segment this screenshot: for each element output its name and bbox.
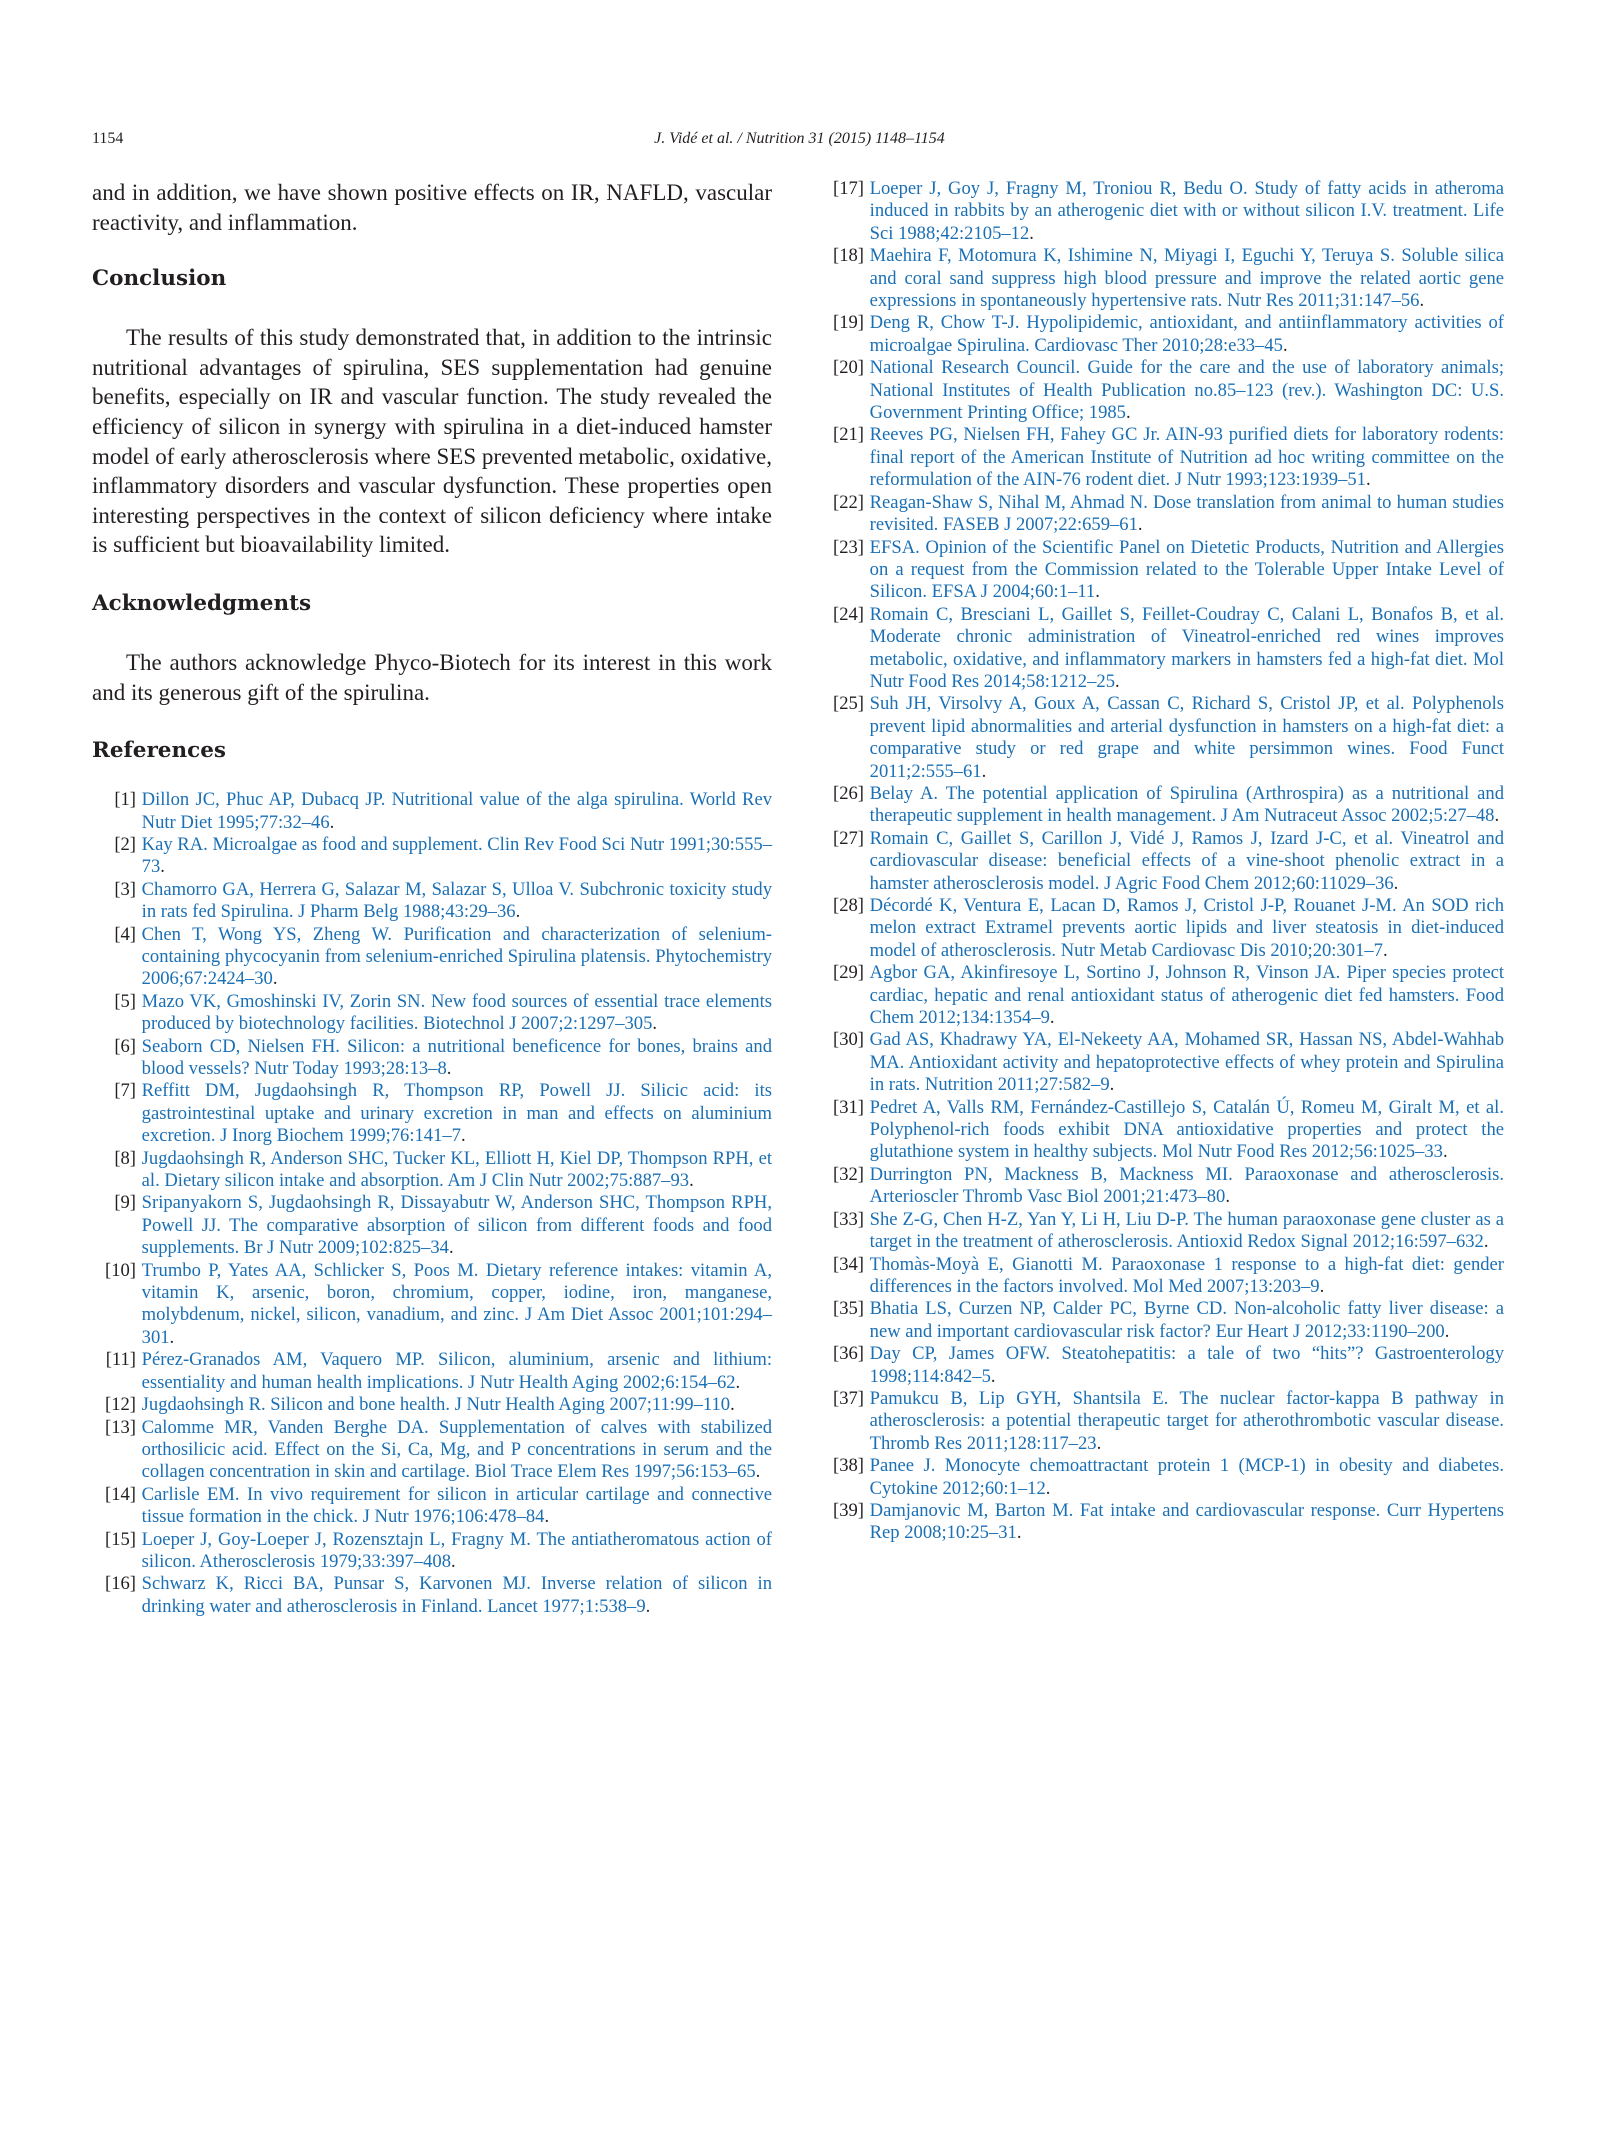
reference-item: [92, 1036, 772, 1081]
reference-number: [18]: [833, 245, 864, 267]
references-heading: References: [92, 738, 226, 764]
reference-link[interactable]: Loeper J, Goy-Loeper J, Rozensztajn L, Fragny M. The antiatheromatous action of silicon. Atherosclerosis 1979;33:397–408 .: [141, 1529, 772, 1574]
reference-link[interactable]: Romain C, Gaillet S, Carillon J, Vidé J, Ramos J, Izard J-C, et al. Vineatrol and cardiovascular disease: beneficial effects of a vine-shoot phenolic extract in a hamster atherosclerosis model. J Agric Food Chem 2012;60:11029–36 .: [869, 828, 1504, 895]
reference-number: [10]: [105, 1259, 136, 1281]
reference-number: [14]: [105, 1483, 136, 1505]
reference-item: [820, 895, 1504, 962]
reference-link[interactable]: Deng R, Chow T-J. Hypolipidemic, antioxidant, and antiinflammatory activities of microalgae Spirulina. Cardiovasc Ther 2010;28:e33–45 .: [869, 312, 1504, 357]
reference-link[interactable]: Damjanovic M, Barton M. Fat intake and cardiovascular response. Curr Hypertens Rep 2008;10:25–31 .: [869, 1500, 1504, 1545]
reference-number: [3]: [114, 878, 136, 900]
reference-link[interactable]: Jugdaohsingh R, Anderson SHC, Tucker KL, Elliott H, Kiel DP, Thompson RPH, et al. Dietary silicon intake and absorption. Am J Clin Nutr 2002;75:887–93 .: [141, 1148, 772, 1193]
reference-item: [92, 1417, 772, 1484]
reference-link[interactable]: Reeves PG, Nielsen FH, Fahey GC Jr. AIN-93 purified diets for laboratory rodents: final report of the American Institute of Nutrition ad hoc writing committee on the reformulation of the AIN-76 rodent diet. J Nutr 1993;123:1939–51 .: [869, 424, 1504, 491]
reference-item: [820, 1209, 1504, 1254]
reference-number: [19]: [833, 312, 864, 334]
reference-number: [28]: [833, 895, 864, 916]
reference-item: [92, 924, 772, 991]
reference-number: [39]: [833, 1499, 864, 1521]
reference-number: [31]: [833, 1096, 864, 1118]
reference-link[interactable]: Schwarz K, Ricci BA, Punsar S, Karvonen MJ. Inverse relation of silicon in drinking water and atherosclerosis in Finland. Lancet 1977;1:538–9 .: [141, 1573, 772, 1618]
reference-number: [9]: [114, 1192, 136, 1214]
reference-number: [30]: [833, 1029, 864, 1051]
reference-item: [820, 828, 1504, 895]
reference-number: [35]: [833, 1298, 864, 1320]
reference-item: [92, 991, 772, 1036]
reference-number: [24]: [833, 603, 864, 625]
reference-link[interactable]: Seaborn CD, Nielsen FH. Silicon: a nutritional beneficence for bones, brains and blood vessels? Nutr Today 1993;28:13–8 .: [141, 1036, 772, 1081]
reference-link[interactable]: Trumbo P, Yates AA, Schlicker S, Poos M. Dietary reference intakes: vitamin A, vitamin K, arsenic, boron, chromium, copper, iodine, iron, manganese, molybdenum, nickel, silicon, vanadium, and zinc. J Am Diet Assoc 2001;101:294–301 .: [141, 1260, 772, 1350]
reference-link[interactable]: Kay RA. Microalgae as food and supplement. Clin Rev Food Sci Nutr 1991;30:555–73 .: [141, 834, 772, 879]
page-number: 1154: [92, 130, 124, 147]
reference-item: [92, 1148, 772, 1193]
reference-link[interactable]: Romain C, Bresciani L, Gaillet S, Feillet-Coudray C, Calani L, Bonafos B, et al. Moderate chronic administration of Vineatrol-enriched red wines improves metabolic, oxidative, and inflammatory markers in hamsters fed a high-fat diet. Mol Nutr Food Res 2014;58:1212–25 .: [869, 604, 1504, 694]
reference-link[interactable]: Décordé K, Ventura E, Lacan D, Ramos J, Cristol J-P, Rouanet J-M. An SOD rich melon extract Extramel prevents aortic lipids and liver steatosis in diet-induced model of atherosclerosis. Nutr Metab Cardiovasc Dis 2010;20:301–7 .: [869, 895, 1504, 962]
reference-link[interactable]: EFSA. Opinion of the Scientific Panel on Dietetic Products, Nutrition and Allergies on a request from the Commission related to the Tolerable Upper Intake Level of Silicon. EFSA J 2004;60:1–11 .: [869, 537, 1504, 604]
reference-item: [820, 537, 1504, 604]
reference-number: [7]: [114, 1080, 136, 1102]
reference-number: [4]: [114, 923, 136, 945]
reference-item: [92, 879, 772, 924]
reference-list-left: [92, 789, 772, 1618]
reference-item: [820, 178, 1504, 245]
reference-number: [1]: [114, 789, 136, 811]
reference-link[interactable]: Belay A. The potential application of Spirulina (Arthrospira) as a nutritional and therapeutic supplement in health management. J Am Nutraceut Assoc 2002;5:27–48 .: [869, 783, 1504, 828]
reference-link[interactable]: Reffitt DM, Jugdaohsingh R, Thompson RP, Powell JJ. Silicic acid: its gastrointestinal uptake and urinary excretion in man and effects on aluminium excretion. J Inorg Biochem 1999;76:141–7 .: [141, 1080, 772, 1147]
reference-number: [38]: [833, 1455, 864, 1477]
reference-link[interactable]: Chen T, Wong YS, Zheng W. Purification and characterization of selenium-containing phycocyanin from selenium-enriched Spirulina platensis. Phytochemistry 2006;67:2424–30 .: [141, 924, 772, 991]
reference-link[interactable]: Suh JH, Virsolvy A, Goux A, Cassan C, Richard S, Cristol JP, et al. Polyphenols prevent lipid abnormalities and arterial dysfunction in hamsters on a high-fat diet: a comparative study or red grape and white persimmon wines. Food Funct 2011;2:555–61 .: [869, 693, 1504, 783]
reference-link[interactable]: Calomme MR, Vanden Berghe DA. Supplementation of calves with stabilized orthosilicic acid. Effect on the Si, Ca, Mg, and P concentrations in serum and the collagen concentration in skin and cartilage. Biol Trace Elem Res 1997;56:153–65 .: [141, 1417, 772, 1484]
reference-number: [36]: [833, 1343, 864, 1365]
reference-number: [21]: [833, 424, 864, 446]
reference-number: [13]: [105, 1416, 136, 1438]
reference-item: [820, 962, 1504, 1029]
reference-link[interactable]: Gad AS, Khadrawy YA, El-Nekeety AA, Mohamed SR, Hassan NS, Abdel-Wahhab MA. Antioxidant activity and hepatoprotective effects of whey protein and Spirulina in rats. Nutrition 2011;27:582–9 .: [869, 1029, 1504, 1096]
reference-link[interactable]: Jugdaohsingh R. Silicon and bone health. J Nutr Health Aging 2007;11:99–110 .: [141, 1394, 772, 1416]
reference-item: [820, 1029, 1504, 1096]
reference-item: [92, 1573, 772, 1618]
reference-item: [820, 424, 1504, 491]
reference-item: [820, 1388, 1504, 1455]
reference-item: [92, 1529, 772, 1574]
running-header: [92, 130, 1507, 154]
reference-item: [820, 312, 1504, 357]
reference-link[interactable]: Reagan-Shaw S, Nihal M, Ahmad N. Dose translation from animal to human studies revisited. FASEB J 2007;22:659–61 .: [869, 492, 1504, 537]
reference-number: [2]: [114, 833, 136, 855]
reference-item: [820, 604, 1504, 694]
reference-link[interactable]: She Z-G, Chen H-Z, Yan Y, Li H, Liu D-P. The human paraoxonase gene cluster as a target in the treatment of atherosclerosis. Antioxid Redox Signal 2012;16:597–632 .: [869, 1209, 1504, 1254]
reference-number: [25]: [833, 693, 864, 715]
reference-number: [11]: [105, 1349, 136, 1371]
reference-item: [820, 693, 1504, 783]
conclusion-heading: Conclusion: [92, 266, 227, 292]
reference-number: [15]: [105, 1528, 136, 1550]
reference-link[interactable]: Sripanyakorn S, Jugdaohsingh R, Dissayabutr W, Anderson SHC, Thompson RPH, Powell JJ. The comparative absorption of silicon from different foods and food supplements. Br J Nutr 2009;102:825–34 .: [141, 1192, 772, 1259]
acknowledgments-paragraph: The authors acknowledge Phyco-Biotech for its interest in this work and its generous gift of the spirulina.: [92, 649, 772, 705]
reference-number: [33]: [833, 1208, 864, 1230]
reference-number: [32]: [833, 1163, 864, 1185]
reference-number: [26]: [833, 782, 864, 804]
reference-link[interactable]: Maehira F, Motomura K, Ishimine N, Miyagi I, Eguchi Y, Teruya S. Soluble silica and coral sand suppress high blood pressure and improve the related aortic gene expressions in spontaneously hypertensive rats. Nutr Res 2011;31:147–56 .: [869, 245, 1504, 312]
reference-number: [20]: [833, 357, 864, 379]
reference-link[interactable]: Dillon JC, Phuc AP, Dubacq JP. Nutritional value of the alga spirulina. World Rev Nutr Diet 1995;77:32–46 .: [141, 789, 772, 834]
reference-item: [820, 1164, 1504, 1209]
acknowledgments-heading: Acknowledgments: [92, 590, 312, 616]
reference-item: [820, 245, 1504, 312]
reference-item: [820, 1298, 1504, 1343]
reference-item: [92, 1260, 772, 1350]
reference-number: [6]: [114, 1035, 136, 1057]
reference-link[interactable]: Carlisle EM. In vivo requirement for silicon in articular cartilage and connective tissue formation in the chick. J Nutr 1976;106:478–84 .: [141, 1484, 772, 1529]
reference-number: [37]: [833, 1387, 864, 1409]
right-column: [820, 178, 1504, 1545]
reference-item: [820, 492, 1504, 537]
reference-list-right: [820, 178, 1504, 1545]
reference-item: [820, 1097, 1504, 1164]
reference-link[interactable]: Pamukcu B, Lip GYH, Shantsila E. The nuclear factor-kappa B pathway in atherosclerosis: a potential therapeutic target for atherothrombotic vascular disease. Thromb Res 2011;128:117–23 .: [869, 1388, 1504, 1455]
reference-link[interactable]: Bhatia LS, Curzen NP, Calder PC, Byrne CD. Non-alcoholic fatty liver disease: a new and important cardiovascular risk factor? Eur Heart J 2012;33:1190–200 .: [869, 1298, 1504, 1343]
reference-item: [92, 1484, 772, 1529]
reference-number: [5]: [114, 990, 136, 1012]
reference-number: [34]: [833, 1253, 864, 1275]
reference-item: [92, 1192, 772, 1259]
conclusion-paragraph: The results of this study demonstrated that, in addition to the intrinsic nutritional advantages of spirulina, SES supplementation had genuine benefits, especially on IR and vascular function. The study revealed the efficiency of silicon in synergy with spirulina in a diet-induced hamster model of early atherosclerosis where SES prevented metabolic, oxidative, inflammatory disorders and vascular dysfunction. These properties open interesting perspectives in the context of silicon deficiency where intake is sufficient but bioavailability limited.: [92, 325, 772, 558]
reference-link[interactable]: Pérez-Granados AM, Vaquero MP. Silicon, aluminium, arsenic and lithium: essentiality and human health implications. J Nutr Health Aging 2002;6:154–62 .: [141, 1349, 772, 1394]
reference-link[interactable]: Loeper J, Goy J, Fragny M, Troniou R, Bedu O. Study of fatty acids in atheroma induced in rabbits by an atherogenic diet with or without silicon I.V. treatment. Life Sci 1988;42:2105–12 .: [869, 178, 1504, 245]
reference-item: [820, 1500, 1504, 1545]
reference-number: [16]: [105, 1573, 136, 1595]
intro-paragraph: and in addition, we have shown positive effects on IR, NAFLD, vascular reactivity, and inflammation.: [92, 180, 772, 235]
reference-number: [23]: [833, 536, 864, 558]
reference-item: [820, 357, 1504, 424]
reference-number: [22]: [833, 491, 864, 513]
left-column: [92, 178, 772, 1618]
reference-link[interactable]: Durrington PN, Mackness B, Mackness MI. Paraoxonase and atherosclerosis. Arterioscler Thromb Vasc Biol 2001;21:473–80 .: [869, 1164, 1504, 1209]
reference-link[interactable]: Panee J. Monocyte chemoattractant protein 1 (MCP-1) in obesity and diabetes. Cytokine 2012;60:1–12 .: [869, 1455, 1504, 1500]
running-title: J. Vidé et al. / Nutrition 31 (2015) 1148–1154: [654, 130, 945, 147]
reference-item: [92, 1394, 772, 1416]
reference-item: [820, 1343, 1504, 1388]
reference-link[interactable]: Pedret A, Valls RM, Fernández-Castillejo S, Catalán Ú, Romeu M, Giralt M, et al. Polyphenol-rich foods exhibit DNA antioxidative properties and protect the glutathione system in healthy subjects. Mol Nutr Food Res 2012;56:1025–33 .: [869, 1097, 1504, 1164]
reference-number: [12]: [105, 1394, 136, 1416]
reference-item: [92, 1080, 772, 1147]
reference-item: [92, 834, 772, 879]
reference-item: [820, 1455, 1504, 1500]
reference-item: [820, 1254, 1504, 1299]
reference-number: [17]: [833, 178, 864, 199]
reference-link[interactable]: National Research Council. Guide for the care and the use of laboratory animals; National Institutes of Health Publication no.85–123 (rev.). Washington DC: U.S. Government Printing Office; 1985 .: [869, 357, 1504, 424]
reference-link[interactable]: Mazo VK, Gmoshinski IV, Zorin SN. New food sources of essential trace elements produced by biotechnology facilities. Biotechnol J 2007;2:1297–305 .: [141, 991, 772, 1036]
reference-number: [27]: [833, 827, 864, 849]
reference-link[interactable]: Thomàs-Moyà E, Gianotti M. Paraoxonase 1 response to a high-fat diet: gender differences in the factors involved. Mol Med 2007;13:203–9 .: [869, 1254, 1504, 1299]
reference-link[interactable]: Chamorro GA, Herrera G, Salazar M, Salazar S, Ulloa V. Subchronic toxicity study in rats fed Spirulina. J Pharm Belg 1988;43:29–36 .: [141, 879, 772, 924]
reference-number: [29]: [833, 962, 864, 984]
reference-number: [8]: [114, 1147, 136, 1169]
reference-link[interactable]: Day CP, James OFW. Steatohepatitis: a tale of two “hits”? Gastroenterology 1998;114:842–5 .: [869, 1343, 1504, 1388]
reference-link[interactable]: Agbor GA, Akinfiresoye L, Sortino J, Johnson R, Vinson JA. Piper species protect cardiac, hepatic and renal antioxidant status of atherogenic diet fed hamsters. Food Chem 2012;134:1354–9 .: [869, 962, 1504, 1029]
reference-item: [820, 783, 1504, 828]
reference-item: [92, 1349, 772, 1394]
reference-item: [92, 789, 772, 834]
